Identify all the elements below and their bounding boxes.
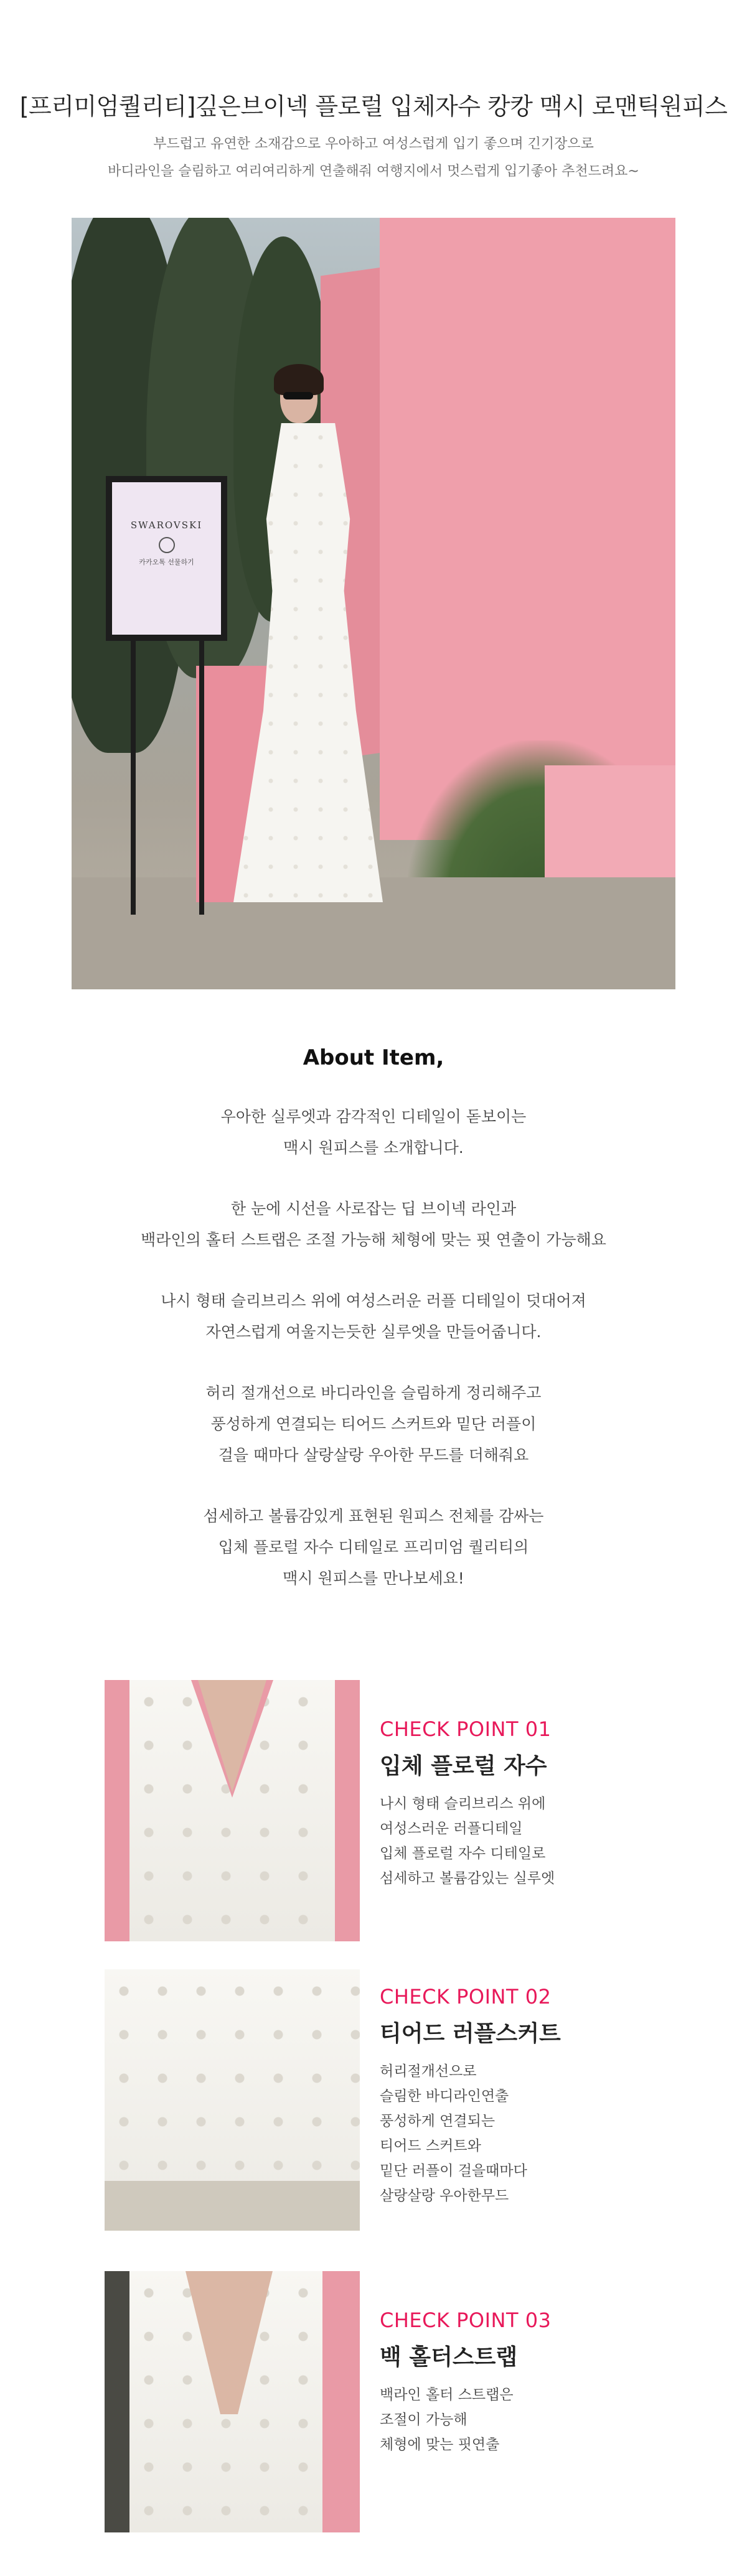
about-title: About Item, [303,1045,444,1070]
about-line: 맥시 원피스를 소개합니다. [283,1139,464,1157]
desc-line: 허리절개선으로 [380,2063,477,2079]
about-line: 맥시 원피스를 만나보세요! [283,1569,464,1587]
sign-board [106,476,227,641]
desc-line: 체형에 맞는 핏연출 [380,2437,500,2453]
checkpoint-heading: 티어드 러플스커트 [380,2021,561,2046]
about-paragraph [0,1286,747,1348]
about-line: 섬세하고 볼륨감있게 표현된 원피스 전체를 감싸는 [203,1507,544,1525]
desc-line: 나시 형태 슬리브리스 위에 [380,1796,546,1812]
product-subtitle [0,131,747,185]
checkpoint-desc [380,2059,654,2208]
checkpoint-photo [105,2271,360,2532]
subtitle-line: 부드럽고 유연한 소재감으로 우아하고 여성스럽게 입기 좋으며 긴기장으로 [153,136,594,152]
desc-line: 살랑살랑 우아한무드 [380,2188,509,2204]
desc-line: 티어드 스커트와 [380,2138,481,2154]
about-paragraph [0,1193,747,1256]
about-line: 입체 플로럴 자수 디테일로 프리미엄 퀄리티의 [218,1538,529,1556]
checkpoint-text [380,1717,654,1891]
sign-stand-leg [131,641,136,915]
checkpoint-label: CHECK POINT 03 [380,2308,552,2332]
desc-line: 섬세하고 볼륨감있는 실루엣 [380,1870,555,1887]
checkpoint-photo [105,1680,360,1941]
model-hair [274,364,324,395]
sign-stand-leg [199,641,204,915]
about-paragraph [0,1101,747,1164]
product-title: [프리미엄퀄리티]깊은브이넥 플로럴 입체자수 캉캉 맥시 로맨틱원피스 [19,93,728,120]
checkpoint-label: CHECK POINT 01 [380,1717,552,1741]
checkpoint-02 [105,1969,646,2231]
about-line: 걸을 때마다 살랑살랑 우아한 무드를 더해줘요 [218,1446,529,1464]
checkpoint-01 [105,1680,646,1941]
checkpoint-heading: 백 홀터스트랩 [380,2345,518,2370]
checkpoint-heading: 입체 플로럴 자수 [380,1753,547,1779]
desc-line: 백라인 홀터 스트랩은 [380,2387,514,2403]
about-body [0,1101,747,1624]
hero-photo [72,218,675,989]
checkpoint-label: CHECK POINT 02 [380,1985,552,2009]
gift-icon [159,537,175,553]
about-line: 허리 절개선으로 바디라인을 슬림하게 정리해주고 [205,1384,542,1402]
checkpoint-desc [380,1791,654,1891]
about-line: 나시 형태 슬리브리스 위에 여성스러운 러플 디테일이 덧대어져 [161,1292,586,1310]
sign-brand: SWAROVSKI [130,520,203,531]
about-paragraph [0,1501,747,1594]
desc-line: 조절이 가능해 [380,2412,467,2428]
desc-line: 입체 플로럴 자수 디테일로 [380,1846,546,1862]
about-line: 자연스럽게 여울지는듯한 실루엣을 만들어줍니다. [205,1323,542,1341]
checkpoint-text [380,2308,654,2457]
desc-line: 밑단 러플이 걸을때마다 [380,2163,527,2179]
desc-line: 풍성하게 연결되는 [380,2113,496,2129]
checkpoint-desc [380,2382,654,2457]
about-line: 우아한 실루엣과 감각적인 디테일이 돋보이는 [220,1108,527,1126]
sign-note: 카카오톡 선물하기 [139,558,194,566]
about-line: 풍성하게 연결되는 티어드 스커트와 밑단 러플이 [210,1415,537,1433]
checkpoint-03 [105,2271,646,2532]
about-line: 백라인의 홀터 스트랩은 조절 가능해 체형에 맞는 핏 연출이 가능해요 [141,1231,606,1249]
desc-line: 여성스러운 러플디테일 [380,1821,523,1837]
checkpoint-text [380,1985,654,2208]
about-line: 한 눈에 시선을 사로잡는 딥 브이넥 라인과 [230,1200,517,1218]
desc-line: 슬림한 바디라인연출 [380,2088,509,2104]
about-paragraph [0,1378,747,1471]
ruffle-shadow [105,2181,360,2231]
checkpoint-photo [105,1969,360,2231]
sunglasses [283,392,313,399]
subtitle-line: 바디라인을 슬림하고 여리여리하게 연출해줘 여행지에서 멋스럽게 입기좋아 추천드려요~ [108,164,639,179]
